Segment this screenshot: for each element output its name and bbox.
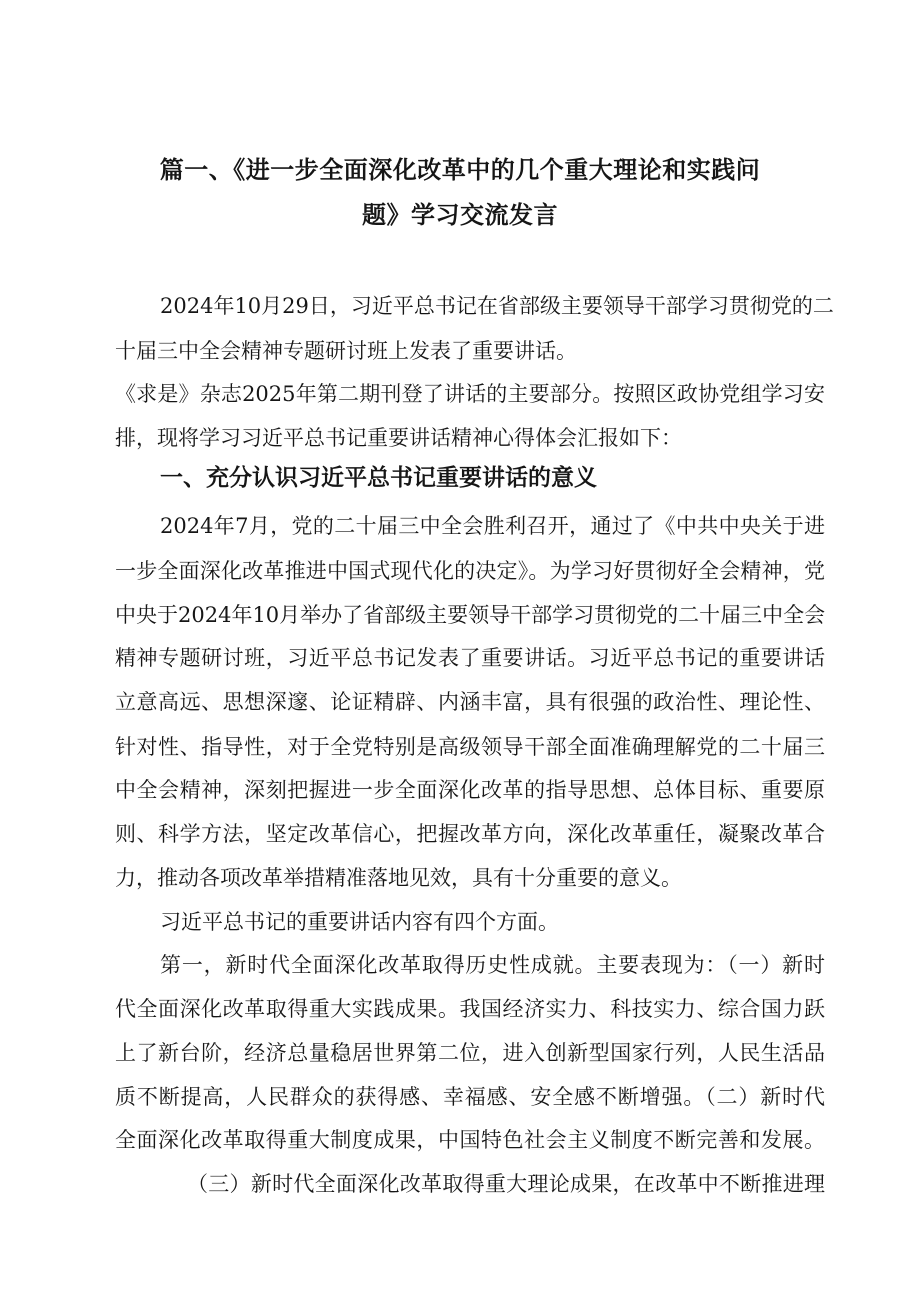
paragraph-3-line-3: 中央于2024年10月举办了省部级主要领导干部学习贯彻党的二十届三中全会 <box>115 603 826 627</box>
paragraph-3-line-1: 2024年7月，党的二十届三中全会胜利召开，通过了《中共中央关于进 <box>160 514 825 538</box>
section-heading: 一、充分认识习近平总书记重要讲话的意义 <box>160 465 597 491</box>
paragraph-3-line-4: 精神专题研讨班，习近平总书记发表了重要讲话。习近平总书记的重要讲话 <box>115 646 825 670</box>
paragraph-1-line-1: 2024年10月29日，习近平总书记在省部级主要领导干部学习贯彻党的二 <box>160 294 834 318</box>
document-title-line-2: 题》学习交流发言 <box>362 201 558 229</box>
paragraph-5-line-1: 第一，新时代全面深化改革取得历史性成就。主要表现为：（一）新时 <box>160 953 825 977</box>
paragraph-3-line-8: 则、科学方法，坚定改革信心，把握改革方向，深化改革重任，凝聚改革合 <box>115 822 825 846</box>
paragraph-4: 习近平总书记的重要讲话内容有四个方面。 <box>160 910 559 934</box>
paragraph-3-line-6: 针对性、指导性，对于全党特别是高级领导干部全面准确理解党的二十届三 <box>115 735 825 759</box>
paragraph-3-line-9: 力，推动各项改革举措精准落地见效，具有十分重要的意义。 <box>115 866 682 890</box>
paragraph-5-line-5: 全面深化改革取得重大制度成果，中国特色社会主义制度不断完善和发展。 <box>115 1128 825 1152</box>
paragraph-6-line-1: （三）新时代全面深化改革取得重大理论成果，在改革中不断推进理 <box>187 1172 825 1196</box>
paragraph-5-line-3: 上了新台阶，经济总量稳居世界第二位，进入创新型国家行列，人民生活品 <box>115 1041 825 1065</box>
document-title-line-1: 篇一、《进一步全面深化改革中的几个重大理论和实践问 <box>159 156 761 184</box>
paragraph-2-line-2: 排，现将学习习近平总书记重要讲话精神心得体会汇报如下： <box>115 426 682 450</box>
paragraph-2-line-1: 《求是》杂志2025年第二期刊登了讲话的主要部分。按照区政协党组学习安 <box>115 382 825 406</box>
paragraph-1-line-2: 十届三中全会精神专题研讨班上发表了重要讲话。 <box>115 339 577 363</box>
paragraph-3-line-5: 立意高远、思想深邃、论证精辟、内涵丰富，具有很强的政治性、理论性、 <box>115 690 825 714</box>
paragraph-3-line-7: 中全会精神，深刻把握进一步全面深化改革的指导思想、总体目标、重要原 <box>115 778 825 802</box>
paragraph-5-line-2: 代全面深化改革取得重大实践成果。我国经济实力、科技实力、综合国力跃 <box>115 997 825 1021</box>
paragraph-3-line-2: 一步全面深化改革推进中国式现代化的决定》。为学习好贯彻好全会精神，党 <box>115 559 825 583</box>
paragraph-5-line-4: 质不断提高，人民群众的获得感、幸福感、安全感不断增强。（二）新时代 <box>115 1085 825 1109</box>
